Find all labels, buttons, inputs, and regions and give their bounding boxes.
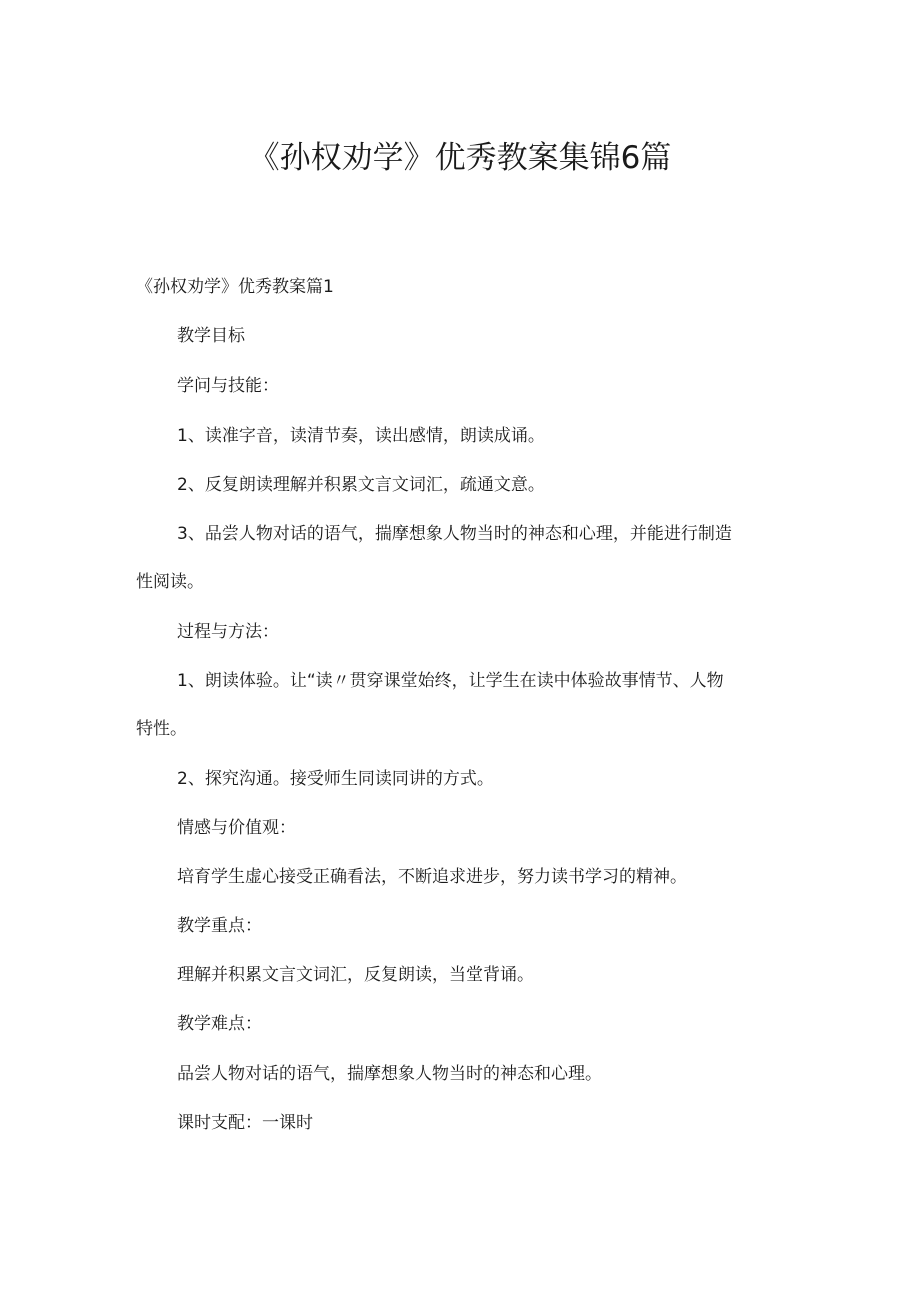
heading-knowledge-skills: 学问与技能： <box>177 376 279 396</box>
paragraph-difficulties: 品尝人物对话的语气，揣摩想象人物当时的神态和心理。 <box>177 1064 602 1084</box>
paragraph-emotion: 培育学生虚心接受正确看法，不断追求进步，努力读书学习的精神。 <box>177 867 687 887</box>
paragraph-method-2: 2、探究沟通。接受师生同读同讲的方式。 <box>177 769 494 789</box>
heading-teaching-goals: 教学目标 <box>177 326 245 346</box>
heading-emotion-values: 情感与价值观： <box>177 818 296 838</box>
paragraph-class-hours: 课时支配：一课时 <box>177 1113 313 1133</box>
paragraph-key-points: 理解并积累文言文词汇，反复朗读，当堂背诵。 <box>177 965 534 985</box>
paragraph-goal-1: 1、读准字音，读清节奏，读出感情，朗读成诵。 <box>177 426 545 446</box>
section-title: 《孙权劝学》优秀教案篇1 <box>136 277 334 297</box>
heading-difficulties: 教学难点： <box>177 1014 262 1034</box>
paragraph-goal-3-cont: 性阅读。 <box>136 572 204 592</box>
paragraph-goal-2: 2、反复朗读理解并积累文言文词汇，疏通文意。 <box>177 475 545 495</box>
paragraph-method-1-cont: 特性。 <box>136 719 187 739</box>
document-title: 《孙权劝学》优秀教案集锦6篇 <box>248 140 672 176</box>
heading-key-points: 教学重点： <box>177 916 262 936</box>
heading-process-method: 过程与方法： <box>177 622 279 642</box>
paragraph-method-1: 1、朗读体验。让“读〃贯穿课堂始终，让学生在读中体验故事情节、人物 <box>177 671 724 691</box>
paragraph-goal-3: 3、品尝人物对话的语气，揣摩想象人物当时的神态和心理，并能进行制造 <box>177 524 732 544</box>
